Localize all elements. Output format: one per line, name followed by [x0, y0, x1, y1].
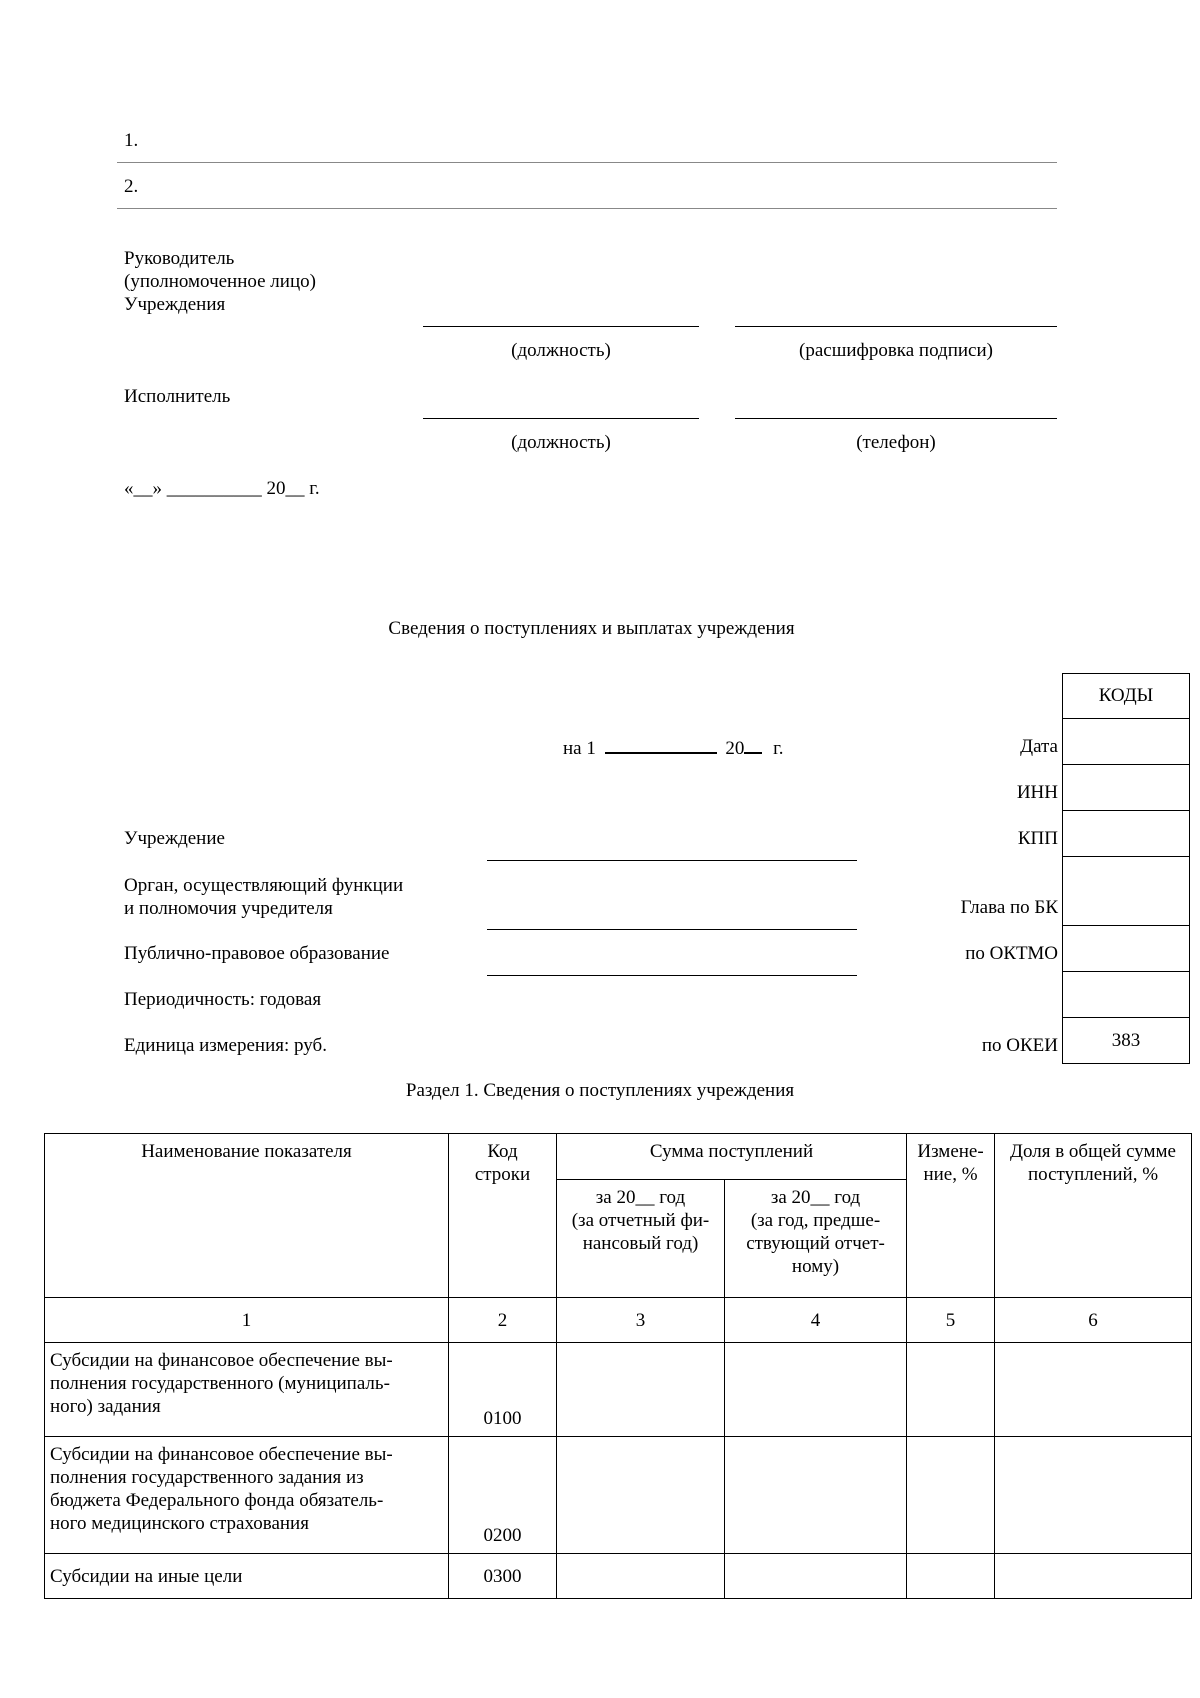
report-title: Сведения о поступлениях и выплатах учреждения [388, 618, 795, 639]
head-label [124, 247, 316, 316]
header-change-line: Измене- [917, 1141, 984, 1162]
row-sum-previous-cell[interactable] [725, 1554, 907, 1599]
header-sum-current [557, 1180, 725, 1298]
municipality-label: Публично-правовое образование [124, 943, 390, 964]
header-name: Наименование показателя [45, 1134, 449, 1298]
report-date-prefix: на 1 [563, 738, 596, 759]
founder-field[interactable] [487, 929, 857, 930]
row-name [45, 1437, 449, 1554]
code-cell-oktmo[interactable] [1063, 926, 1190, 972]
founder-label-line: и полномочия учредителя [124, 898, 333, 919]
row-share-cell[interactable] [995, 1554, 1192, 1599]
header-sum-previous-line: ному) [791, 1256, 840, 1277]
header-code [449, 1134, 557, 1298]
header-code-line: Код [487, 1141, 518, 1162]
report-date-suffix: г. [773, 738, 784, 759]
row-name: Субсидии на иные цели [45, 1554, 449, 1599]
codes-table [1062, 673, 1190, 1064]
institution-field[interactable] [487, 860, 857, 861]
row-code: 0200 [449, 1437, 557, 1554]
row-change-cell[interactable] [907, 1554, 995, 1599]
founder-label-line: Орган, осуществляющий функции [124, 875, 404, 896]
report-date-year-field[interactable] [744, 736, 762, 754]
list-item-1: 1. [124, 130, 139, 151]
header-sum-previous-line: ствующий отчет- [746, 1233, 885, 1254]
head-position-field[interactable] [423, 326, 699, 327]
header-sum-current-line: за 20__ год [595, 1187, 686, 1208]
code-cell-okei: 383 [1063, 1018, 1190, 1064]
code-label-date: Дата [1020, 736, 1058, 757]
institution-label: Учреждение [124, 828, 225, 849]
header-sum-current-line: (за отчетный фи- [571, 1210, 710, 1231]
row-sum-current-cell[interactable] [557, 1554, 725, 1599]
head-signature-caption: (расшифровка подписи) [799, 340, 993, 361]
row-name-line: ного) задания [50, 1396, 161, 1417]
column-number: 2 [449, 1298, 557, 1343]
row-sum-previous-cell[interactable] [725, 1437, 907, 1554]
header-sum-current-line: нансовый год) [582, 1233, 699, 1254]
founder-label [124, 874, 403, 920]
row-name-line: полнения государственного задания из [50, 1467, 364, 1488]
header-change [907, 1134, 995, 1298]
header-change-line: ние, % [923, 1164, 978, 1185]
head-signature-field[interactable] [735, 326, 1057, 327]
code-label-kpp: КПП [1017, 828, 1058, 849]
head-label-line: (уполномоченное лицо) [124, 271, 316, 292]
header-share-line: поступлений, % [1027, 1164, 1159, 1185]
signature-date: «__» __________ 20__ г. [124, 478, 320, 499]
row-name-line: Субсидии на финансовое обеспечение вы- [50, 1444, 393, 1465]
header-sum-previous-line: за 20__ год [770, 1187, 861, 1208]
code-cell-inn[interactable] [1063, 765, 1190, 811]
executor-label: Исполнитель [124, 386, 231, 407]
table-row [45, 1554, 1192, 1599]
report-date [563, 736, 784, 760]
head-label-line: Руководитель [124, 248, 235, 269]
row-share-cell[interactable] [995, 1437, 1192, 1554]
row-change-cell[interactable] [907, 1343, 995, 1437]
header-sum-previous-line: (за год, предше- [750, 1210, 881, 1231]
row-share-cell[interactable] [995, 1343, 1192, 1437]
divider [117, 162, 1057, 163]
section1-title: Раздел 1. Сведения о поступлениях учреждения [405, 1080, 795, 1101]
executor-position-caption: (должность) [511, 432, 611, 453]
unit-label: Единица измерения: руб. [124, 1035, 327, 1056]
row-sum-previous-cell[interactable] [725, 1343, 907, 1437]
column-number: 5 [907, 1298, 995, 1343]
column-number: 4 [725, 1298, 907, 1343]
row-code: 0300 [449, 1554, 557, 1599]
code-label-bk: Глава по БК [960, 897, 1058, 918]
header-share-line: Доля в общей сумме [1010, 1141, 1176, 1162]
code-cell-extra[interactable] [1063, 972, 1190, 1018]
header-sum: Сумма поступлений [557, 1134, 907, 1180]
row-name-line: ного медицинского страхования [50, 1513, 309, 1534]
row-name-line: Субсидии на финансовое обеспечение вы- [50, 1350, 393, 1371]
code-label-inn: ИНН [1016, 782, 1058, 803]
row-sum-current-cell[interactable] [557, 1437, 725, 1554]
code-label-okei: по ОКЕИ [981, 1035, 1058, 1056]
divider [117, 208, 1057, 209]
executor-position-field[interactable] [423, 418, 699, 419]
report-date-month-field[interactable] [605, 736, 717, 754]
header-code-line: строки [474, 1164, 531, 1185]
row-code: 0100 [449, 1343, 557, 1437]
executor-phone-caption: (телефон) [856, 432, 936, 453]
header-sum-previous [725, 1180, 907, 1298]
header-share [995, 1134, 1192, 1298]
column-number: 3 [557, 1298, 725, 1343]
column-number: 1 [45, 1298, 449, 1343]
codes-header: КОДЫ [1063, 674, 1190, 719]
code-label-oktmo: по ОКТМО [965, 943, 1058, 964]
row-name [45, 1343, 449, 1437]
row-change-cell[interactable] [907, 1437, 995, 1554]
row-name-line: бюджета Федерального фонда обязатель- [50, 1490, 384, 1511]
row-sum-current-cell[interactable] [557, 1343, 725, 1437]
report-date-year: 20 [725, 738, 745, 759]
code-cell-bk[interactable] [1063, 857, 1190, 926]
executor-phone-field[interactable] [735, 418, 1057, 419]
receipts-table [44, 1133, 1192, 1599]
code-cell-date[interactable] [1063, 719, 1190, 765]
code-cell-kpp[interactable] [1063, 811, 1190, 857]
table-row [45, 1343, 1192, 1437]
municipality-field[interactable] [487, 975, 857, 976]
head-position-caption: (должность) [511, 340, 611, 361]
table-row [45, 1437, 1192, 1554]
head-label-line: Учреждения [124, 294, 226, 315]
periodicity-label: Периодичность: годовая [124, 989, 322, 1010]
column-number: 6 [995, 1298, 1192, 1343]
row-name-line: полнения государственного (муниципаль- [50, 1373, 390, 1394]
list-item-2: 2. [124, 176, 139, 197]
